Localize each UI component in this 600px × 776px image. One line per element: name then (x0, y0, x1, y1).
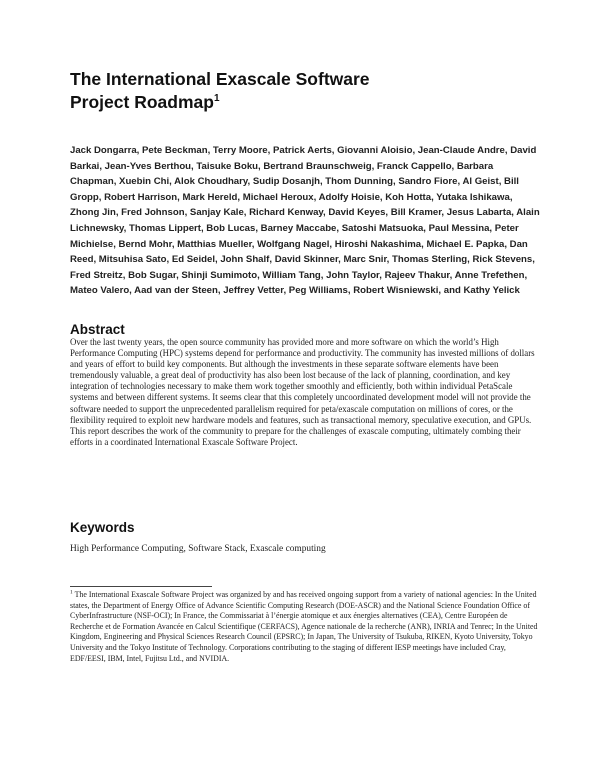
title-line-1: The International Exascale Software (70, 69, 370, 89)
title-footnote-marker: 1 (213, 93, 220, 105)
keywords-text: High Performance Computing, Software Stack, Exascale computing (70, 544, 326, 554)
footnote-text: The International Exascale Software Project was organized by and has received ongoing support from a variety of national agencies: In the United states, the Department of Energy Office of Advance Scientific Computing Research (DOE-ASCR) and the National Science Foundation Office of CyberInfrastructure (NSF-OCI); In France, the Commissariat à l’énergie atomique et aux énergies alternatives (CEA), Centre Européen de Recherche et de Formation Avancée en Calcul Scientifique (CERFACS), Agence nationale de la recherche (ANR), INRIA and Tenrec; In the United Kingdom, Engineering and Physical Sciences Research Council (EPSRC); In Japan, The University of Tsukuba, RIKEN, Kyoto University, Tokyo University and the Tokyo Institute of Technology. Corporations contributing to the staging of different IESP meetings have included Cray, EDF/EESI, IBM, Intel, Fujitsu Ltd., and NVIDIA. (70, 590, 538, 663)
abstract-text: Over the last twenty years, the open source community has provided more and more software on which the world’s High Performance Computing (HPC) systems depend for performance and productivity. The community has invested millions of dollars and years of effort to build key components. But although the investments in these separate software elements have been tremendously valuable, a great deal of productivity has also been lost because of the lack of planning, coordination, and key integration of technologies necessary to make them work together smoothly and efficiently, both within individual PetaScale systems and between different systems. It seems clear that this completely uncoordinated development model will not provide the software needed to support the unprecedented parallelism required for peta/exascale computation on millions of cores, or the flexibility required to exploit new hardware models and features, such as transactional memory, speculative execution, and GPUs. This report describes the work of the community to prepare for the challenges of exascale computing, ultimately combing their efforts in a coordinated International Exascale Software Project. (70, 337, 535, 447)
footnote-marker: 1 (70, 589, 73, 596)
title-line-2: Project Roadmap (70, 92, 214, 112)
keywords-heading: Keywords (70, 520, 135, 535)
abstract-heading: Abstract (70, 322, 125, 337)
author-list: Jack Dongarra, Pete Beckman, Terry Moore, Patrick Aerts, Giovanni Aloisio, Jean-Claude Andre, David Barkai, Jean-Yves Berthou, Taisuke Boku, Bertrand Braunschweig, Franck Cappello, Barbara Chapman, Xuebin Chi, Alok Choudhary, Sudip Dosanjh, Thom Dunning, Sandro Fiore, Al Geist, Bill Gropp, Robert Harrison, Mark Hereld, Michael Heroux, Adolfy Hoisie, Koh Hotta, Yutaka Ishikawa, Zhong Jin, Fred Johnson, Sanjay Kale, Richard Kenway, David Keyes, Bill Kramer, Jesus Labarta, Alain Lichnewsky, Thomas Lippert, Bob Lucas, Barney Maccabe, Satoshi Matsuoka, Paul Messina, Peter Michielse, Bernd Mohr, Matthias Mueller, Wolfgang Nagel, Hiroshi Nakashima, Michael E. Papka, Dan Reed, Mitsuhisa Sato, Ed Seidel, John Shalf, David Skinner, Marc Snir, Thomas Sterling, Rick Stevens, Fred Streitz, Bob Sugar, Shinji Sumimoto, William Tang, John Taylor, Rajeev Thakur, Anne Trefethen, Mateo Valero, Aad van der Steen, Jeffrey Vetter, Peg Williams, Robert Wisniewski, and Kathy Yelick (70, 145, 540, 297)
paper-title (70, 68, 540, 114)
footnote (70, 590, 538, 664)
footnote-divider (70, 586, 212, 587)
